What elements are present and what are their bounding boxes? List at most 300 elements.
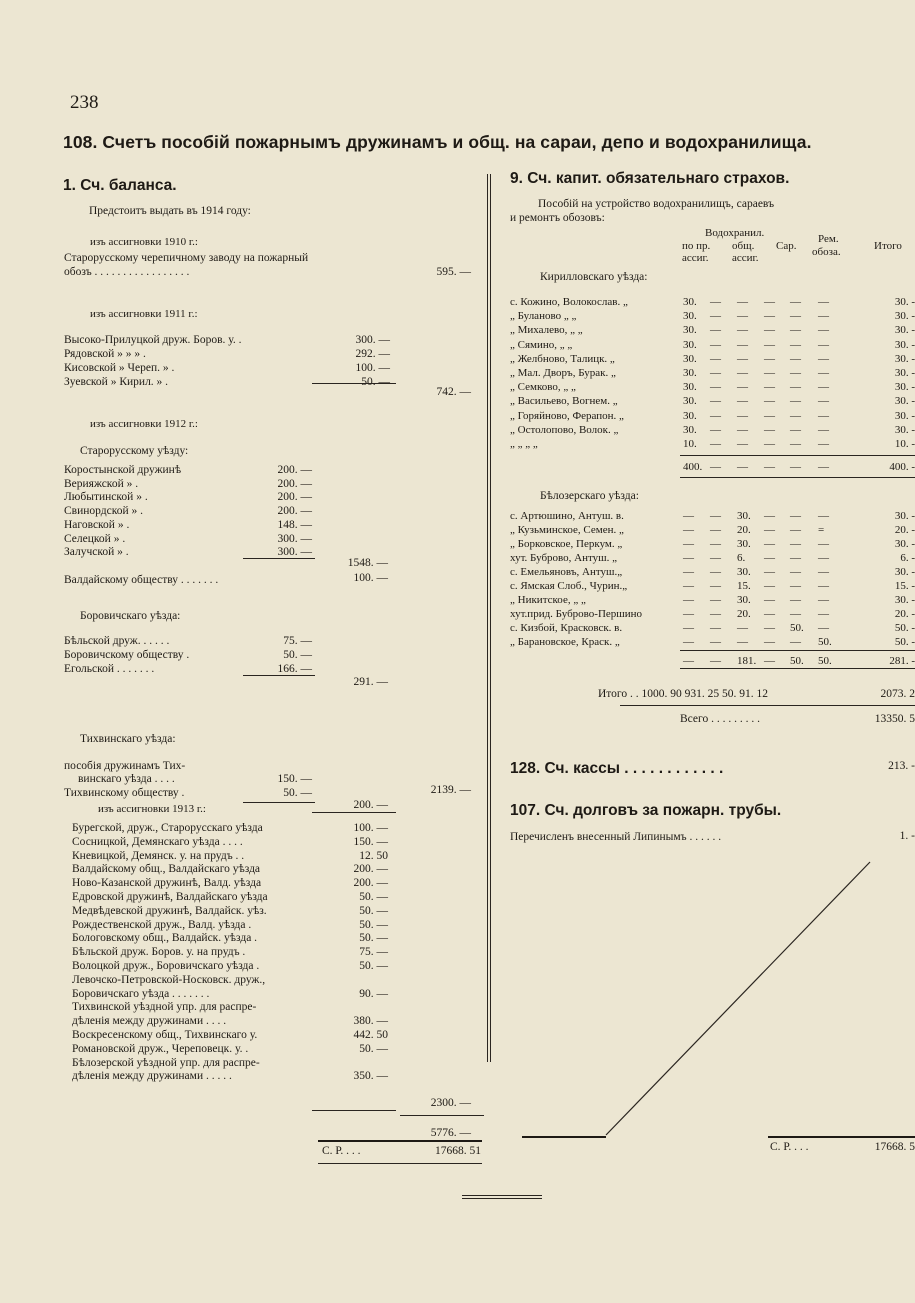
table-cell: — (710, 461, 721, 473)
table-row-name: с. Ямская Слоб., Чурин.„ (510, 580, 628, 592)
table-cell: — (710, 409, 721, 422)
table-cell: — (764, 381, 775, 394)
table-cell: — (764, 655, 775, 667)
vsego-label: Всего . . . . . . . . . (680, 713, 760, 725)
table-cell: — (764, 324, 775, 337)
table-row-total: 30. - (894, 395, 915, 408)
table-row-name: с. Кожино, Волокослав. „ (510, 296, 628, 308)
table-row-total: 6. - (900, 552, 915, 564)
table-cell: — (764, 608, 775, 620)
borov-uezd-total: 291. — (353, 676, 388, 688)
entry-name: Егольской . . . . . . . (64, 663, 155, 675)
page-title: 108. Счетъ пособій пожарнымъ дружинамъ и общ. на сараи, депо и водохранилища. (63, 132, 812, 152)
table-cell: — (710, 608, 721, 620)
borov-uezd-label: Боровичскаго уѣзда: (80, 610, 181, 622)
table-cell: — (818, 409, 829, 422)
table-cell: 50. (790, 622, 804, 634)
table-cell: 30. (683, 409, 697, 422)
table-cell: — (683, 524, 694, 536)
table-cell: — (710, 552, 721, 564)
table-cell: — (737, 423, 748, 436)
table-cell: — (790, 395, 801, 408)
page-number: 238 (70, 92, 99, 113)
table-row-name: „ Сямино, „ „ (510, 338, 573, 351)
entry-name: Боровичскому обществу . (64, 649, 190, 661)
table-cell: — (818, 395, 829, 408)
staro-uezd-label: Старорусскому уѣзду: (80, 445, 189, 457)
table-cell: 400. (683, 461, 703, 473)
entry-name: Залучской » . (64, 546, 129, 559)
col-header-saray: Сар. (776, 240, 797, 252)
table-cell: — (818, 622, 829, 634)
table-cell: — (790, 580, 801, 592)
table-cell: — (710, 395, 721, 408)
table-row-total: 20. - (894, 524, 915, 536)
table-cell: — (710, 580, 721, 592)
assignment-1910-line1: Старорусскому черепичному заводу на пожарный (64, 252, 309, 264)
table-cell: 30. (737, 566, 751, 578)
table-cell: — (737, 395, 748, 408)
sr-label-right: С. Р. . . . (770, 1141, 809, 1153)
table-cell: — (737, 324, 748, 337)
entry-name: Наговской » . (64, 518, 130, 531)
entry-amount: 90. — (359, 987, 388, 1000)
table-cell: — (737, 622, 748, 634)
entry-amount: 200. — (277, 491, 312, 504)
table-row-name: „ Остолопово, Волок. „ (510, 423, 619, 436)
balance-heading: 1. Сч. баланса. (63, 177, 177, 194)
table-cell: — (737, 461, 748, 473)
table-cell: — (710, 324, 721, 337)
entry-name: Романовской друж., Череповецк. у. . (72, 1042, 249, 1055)
table-cell: — (790, 510, 801, 522)
table-cell: — (764, 524, 775, 536)
itogo-total: 2073. 2 (880, 688, 915, 700)
table-cell: — (818, 381, 829, 394)
table-cell: — (683, 594, 694, 606)
entry-name: Бѣльской друж. . . . . . (64, 635, 170, 647)
entry-amount: 350. — (353, 1070, 388, 1083)
kiril-uezd-label: Кирилловскаго уѣзда: (540, 271, 648, 283)
table-cell: — (818, 438, 829, 450)
rule (400, 1115, 484, 1116)
entry-amount: 100. — (353, 822, 388, 834)
table-row-total: 30. - (894, 566, 915, 578)
tikh-row1-line2: винскаго уѣзда . . . . (78, 773, 175, 785)
table-cell: — (790, 367, 801, 379)
table-cell: 30. (683, 367, 697, 379)
table-cell: — (790, 423, 801, 436)
table-cell: — (737, 296, 748, 308)
table-cell: — (683, 622, 694, 634)
table-cell: — (818, 461, 829, 473)
table-cell: 30. (737, 538, 751, 550)
table-cell: — (818, 566, 829, 578)
table-row-total: 50. - (894, 622, 915, 634)
table-row-name: „ Никитское, „ „ (510, 594, 586, 606)
assignment-1911-label: изъ ассигновки 1911 г.: (90, 308, 198, 320)
entry-name: Тихвинской уѣздной упр. для распре- (72, 1001, 257, 1014)
table-cell: — (710, 423, 721, 436)
entry-name: Валдайскому общ., Валдайскаго уѣзда (72, 863, 261, 876)
table-row-name: „ Семково, „ „ (510, 381, 576, 394)
table-cell: — (818, 608, 829, 620)
table-cell: — (710, 510, 721, 522)
table-cell: 50. (818, 636, 832, 648)
table-cell: 10. (683, 438, 697, 450)
rule (680, 477, 915, 478)
debts-total: 1. - (899, 830, 915, 842)
table-row-name: с. Емельяновъ, Антуш.„ (510, 566, 623, 578)
table-cell: — (764, 636, 775, 648)
debts-line: Перечисленъ внесенный Липинымъ . . . . . . (510, 831, 722, 843)
table-cell: — (790, 438, 801, 450)
col-header-rem2: обоза. (812, 246, 841, 258)
table-cell: — (764, 552, 775, 564)
table-cell: — (764, 538, 775, 550)
table-cell: — (710, 594, 721, 606)
table-cell: 30. (683, 338, 697, 351)
rule (243, 675, 315, 676)
table-cell: 30. (683, 423, 697, 436)
table-sum-total: 400. - (889, 461, 915, 473)
entry-name: Едровской дружинѣ, Валдайскаго уѣзда (72, 891, 268, 903)
table-cell: — (710, 566, 721, 578)
table-row-total: 15. - (894, 580, 915, 592)
grand-subtotal: 5776. — (430, 1127, 471, 1139)
table-cell: — (790, 566, 801, 578)
table-cell: — (683, 510, 694, 522)
entry-name: Медвѣдевской дружинѣ, Валдайск. уѣз. (72, 904, 267, 917)
table-cell: — (710, 296, 721, 308)
table-cell: — (764, 423, 775, 436)
entry-amount: 50. — (359, 960, 388, 972)
table-cell: 30. (683, 381, 697, 394)
table-row-name: „ Кузьминское, Семен. „ (510, 524, 624, 536)
entry-amount: 50. — (359, 891, 388, 903)
entry-name: Зуевской » Кирил. » . (64, 376, 169, 388)
table-row-total: 30. - (894, 296, 915, 308)
assignment-1913-total: 2300. — (430, 1097, 471, 1109)
table-cell: — (683, 636, 694, 648)
staro-uezd-total: 1548. — (347, 557, 388, 569)
entry-amount: 200. — (277, 477, 312, 490)
table-row-name: хут. Буброво, Антуш. „ (510, 552, 618, 564)
table-cell: — (710, 636, 721, 648)
table-cell: — (818, 324, 829, 337)
table-cell: — (764, 594, 775, 606)
table-cell: — (818, 352, 829, 365)
debts-heading: 107. Сч. долговъ за пожарн. трубы. (510, 802, 782, 819)
entry-name: Волоцкой друж., Боровичскаго уѣзда . (72, 960, 260, 972)
table-row-total: 30. - (894, 538, 915, 550)
insurance-intro-line1: Пособій на устройство водохранилищъ, сараевъ (538, 198, 775, 210)
entry-name: Бологовскому общ., Валдайск. уѣзда . (72, 932, 258, 945)
entry-amount: 148. — (277, 518, 312, 531)
entry-amount: 50. — (359, 904, 388, 917)
table-cell: — (737, 409, 748, 422)
entry-name: Коростынской дружинѣ (64, 464, 182, 476)
rule (680, 455, 915, 456)
sr-total-left: 17668. 51 (435, 1145, 481, 1157)
table-cell: — (818, 367, 829, 379)
table-row-total: 30. - (894, 423, 915, 436)
col-header-vod-a: по пр. (682, 240, 711, 252)
rule (680, 650, 915, 651)
assignment-1912-label: изъ ассигновки 1912 г.: (90, 418, 198, 430)
entry-amount: 75. — (283, 635, 312, 647)
table-cell: — (818, 310, 829, 323)
table-cell: — (737, 310, 748, 323)
table-row-total: 30. - (894, 352, 915, 365)
table-cell: — (683, 608, 694, 620)
table-row-name: „ Буланово „ „ (510, 310, 577, 323)
rule (318, 1140, 482, 1142)
table-row-name: „ Борковское, Перкум. „ (510, 538, 623, 550)
table-cell: — (790, 352, 801, 365)
table-cell: 30. (683, 324, 697, 337)
table-sum-total: 281. - (889, 655, 915, 667)
table-cell: 15. (737, 580, 751, 592)
table-cell: — (737, 438, 748, 450)
sr-total-right: 17668. 5 (874, 1141, 915, 1153)
table-cell: — (764, 296, 775, 308)
table-cell: — (790, 409, 801, 422)
assignment-1912-total: 2139. — (430, 784, 471, 796)
tikh-row2-name: Тихвинскому обществу . (64, 787, 185, 799)
table-row-name: „ Михалево, „ „ (510, 324, 583, 337)
table-cell: — (764, 395, 775, 408)
table-cell: 30. (737, 594, 751, 606)
table-cell: — (764, 338, 775, 351)
table-cell: 30. (683, 395, 697, 408)
table-cell: — (790, 538, 801, 550)
table-cell: — (790, 636, 801, 648)
entry-amount: 75. — (359, 946, 388, 959)
table-row-name: с. Кизбой, Красковск. в. (510, 622, 623, 634)
table-cell: — (764, 310, 775, 323)
table-cell: — (764, 352, 775, 365)
table-cell: — (818, 296, 829, 308)
table-cell: — (790, 381, 801, 394)
entry-name: дѣленія между дружинами . . . . . (72, 1070, 232, 1083)
table-cell: — (764, 461, 775, 473)
assignment-1910-line2: обозъ . . . . . . . . . . . . . . . . . (64, 266, 190, 278)
table-cell: 30. (683, 352, 697, 365)
table-cell: — (710, 310, 721, 323)
table-cell: 6. (737, 552, 746, 564)
table-row-name: „ Васильево, Вогнем. „ (510, 395, 618, 408)
cancellation-line (500, 850, 915, 1150)
entry-amount: 12. 50 (359, 849, 388, 862)
valdai-society-amount: 100. — (353, 572, 388, 584)
balance-intro: Предстоитъ выдать въ 1914 году: (89, 205, 251, 217)
tikh-uezd-label: Тихвинскаго уѣзда: (80, 733, 176, 745)
beloz-uezd-label: Бѣлозерскаго уѣзда: (540, 490, 639, 502)
table-cell: — (764, 367, 775, 379)
entry-name: Рядовской » » » . (64, 348, 146, 360)
insurance-intro-line2: и ремонтъ обозовъ: (510, 212, 605, 224)
table-cell: — (737, 352, 748, 365)
table-cell: — (818, 580, 829, 592)
table-cell: — (737, 338, 748, 351)
tikh-row1-amount: 150. — (277, 773, 312, 785)
table-row-total: 30. - (894, 310, 915, 323)
table-row-total: 30. - (894, 381, 915, 394)
col-header-itogo: Итого (874, 240, 902, 252)
entry-amount: 380. — (353, 1015, 388, 1028)
entry-amount: 50. — (361, 376, 390, 388)
table-cell: 30. (683, 310, 697, 323)
entry-name: Бурегской, друж., Старорусскаго уѣзда (72, 822, 263, 834)
table-cell: — (818, 594, 829, 606)
table-row-name: „ Желбново, Талицк. „ (510, 352, 615, 365)
valdai-society-name: Валдайскому обществу . . . . . . . (64, 574, 219, 586)
table-cell: — (790, 552, 801, 564)
entry-name: Кисовской » Череп. » . (64, 362, 175, 374)
table-cell: — (790, 338, 801, 351)
table-cell: — (790, 461, 801, 473)
table-row-total: 30. - (894, 409, 915, 422)
table-cell: — (818, 423, 829, 436)
table-cell: — (764, 580, 775, 592)
entry-name: Высоко-Прилуцкой друж. Боров. у. . (64, 334, 242, 346)
rule (243, 802, 315, 803)
table-cell: — (710, 338, 721, 351)
entry-amount: 200. — (353, 863, 388, 876)
table-cell: 50. (790, 655, 804, 667)
entry-amount: 200. — (277, 464, 312, 476)
table-cell: — (710, 438, 721, 450)
rule (312, 1110, 396, 1111)
entry-name: Верияжской » . (64, 477, 139, 490)
assignment-1910-label: изъ ассигновки 1910 г.: (90, 236, 198, 248)
table-cell: — (790, 524, 801, 536)
entry-name: Воскресенскому общ., Тихвинскаго у. (72, 1029, 258, 1041)
table-cell: 20. (737, 608, 751, 620)
entry-name: Рождественской друж., Валд. уѣзда . (72, 918, 252, 931)
table-cell: — (710, 538, 721, 550)
table-row-total: 30. - (894, 367, 915, 379)
vsego-total: 13350. 5 (874, 713, 915, 725)
table-row-total: 30. - (894, 594, 915, 606)
table-row-total: 30. - (894, 510, 915, 522)
entry-amount: 300. — (355, 334, 390, 346)
table-row-name: „ Горяйново, Ферапон. „ (510, 409, 624, 422)
table-cell: — (790, 296, 801, 308)
assignment-1911-total: 742. — (436, 386, 471, 398)
table-cell: 30. (737, 510, 751, 522)
table-cell: — (710, 367, 721, 379)
entry-name: Свинордской » . (64, 505, 143, 518)
entry-name: Сосницкой, Демянскаго уѣзда . . . . (72, 835, 243, 848)
entry-amount: 300. — (277, 532, 312, 545)
entry-name: Любытинской » . (64, 491, 148, 504)
table-cell: — (790, 594, 801, 606)
sr-label-left: С. Р. . . . (322, 1145, 361, 1157)
table-cell: — (737, 367, 748, 379)
assignment-1913-label: изъ ассигновки 1913 г.: (98, 803, 206, 815)
table-cell: 181. (737, 655, 757, 667)
table-row-name: „ Барановское, Краск. „ (510, 636, 620, 648)
table-cell: 30. (683, 296, 697, 308)
table-row-name: „ Мал. Дворъ, Бурак. „ (510, 367, 616, 379)
entry-amount: 166. — (277, 663, 312, 675)
table-cell: — (818, 552, 829, 564)
entry-name: Ново-Казанской дружинѣ, Валд. уѣзда (72, 877, 262, 890)
tikh-row2-amount: 50. — (283, 787, 312, 799)
table-row-name: хут.прид. Буброво-Першино (510, 608, 643, 620)
entry-amount: 50. — (359, 918, 388, 931)
table-row-total: 30. - (894, 338, 915, 351)
table-cell: — (764, 438, 775, 450)
entry-name: Боровичскаго уѣзда . . . . . . . (72, 987, 210, 1000)
table-cell: 50. (818, 655, 832, 667)
col-header-vodohr: Водохранил. (705, 227, 765, 239)
table-cell: — (683, 580, 694, 592)
table-cell: — (818, 538, 829, 550)
bottom-rule (462, 1195, 542, 1196)
entry-name: Кневицкой, Демянск. у. на прудъ . . (72, 849, 245, 862)
table-row-total: 20. - (894, 608, 915, 620)
col-header-vod-a2: ассиг. (682, 252, 709, 264)
entry-name: Бѣльской друж. Боров. у. на прудъ . (72, 946, 246, 959)
table-cell: — (764, 409, 775, 422)
entry-name: Бѣлозерской уѣздной упр. для распре- (72, 1056, 260, 1069)
col-header-vod-b2: ассиг. (732, 252, 759, 264)
entry-amount: 50. — (359, 1042, 388, 1055)
entry-amount: 200. — (277, 505, 312, 518)
table-cell: — (764, 510, 775, 522)
rule (243, 558, 315, 559)
entry-amount: 50. — (283, 649, 312, 661)
table-row-total: 10. - (894, 438, 915, 450)
entry-amount: 292. — (355, 348, 390, 360)
col-header-rem1: Рем. (818, 233, 839, 245)
table-cell: — (737, 381, 748, 394)
table-cell: — (710, 622, 721, 634)
entry-amount: 442. 50 (353, 1029, 388, 1041)
entry-amount: 150. — (353, 835, 388, 848)
table-cell: — (683, 566, 694, 578)
tikh-row1-line1: пособія дружинамъ Тих- (64, 760, 186, 772)
table-cell: — (790, 310, 801, 323)
table-cell: — (710, 381, 721, 394)
table-row-name: с. Артюшино, Антуш. в. (510, 510, 624, 522)
entry-name: Селецкой » . (64, 532, 126, 545)
table-cell: — (764, 566, 775, 578)
itogo-row: Итого . . 1000. 90 931. 25 50. 91. 12 (598, 688, 768, 700)
table-cell: — (790, 608, 801, 620)
insurance-heading: 9. Сч. капит. обязательнаго страхов. (510, 170, 790, 187)
table-row-total: 30. - (894, 324, 915, 337)
rule (312, 812, 396, 813)
table-cell: — (764, 622, 775, 634)
entry-amount: 300. — (277, 546, 312, 559)
table-cell: — (818, 338, 829, 351)
rule (680, 668, 915, 669)
bottom-rule (462, 1198, 542, 1199)
table-cell: — (818, 510, 829, 522)
table-cell: — (790, 324, 801, 337)
table-cell: — (683, 655, 694, 667)
entry-name: дѣленія между дружинами . . . . (72, 1015, 227, 1028)
entry-amount: 50. — (359, 932, 388, 945)
table-cell: — (710, 352, 721, 365)
table-cell: — (737, 636, 748, 648)
kassa-heading: 128. Сч. кассы . . . . . . . . . . . . (510, 760, 724, 777)
table-cell: — (710, 655, 721, 667)
